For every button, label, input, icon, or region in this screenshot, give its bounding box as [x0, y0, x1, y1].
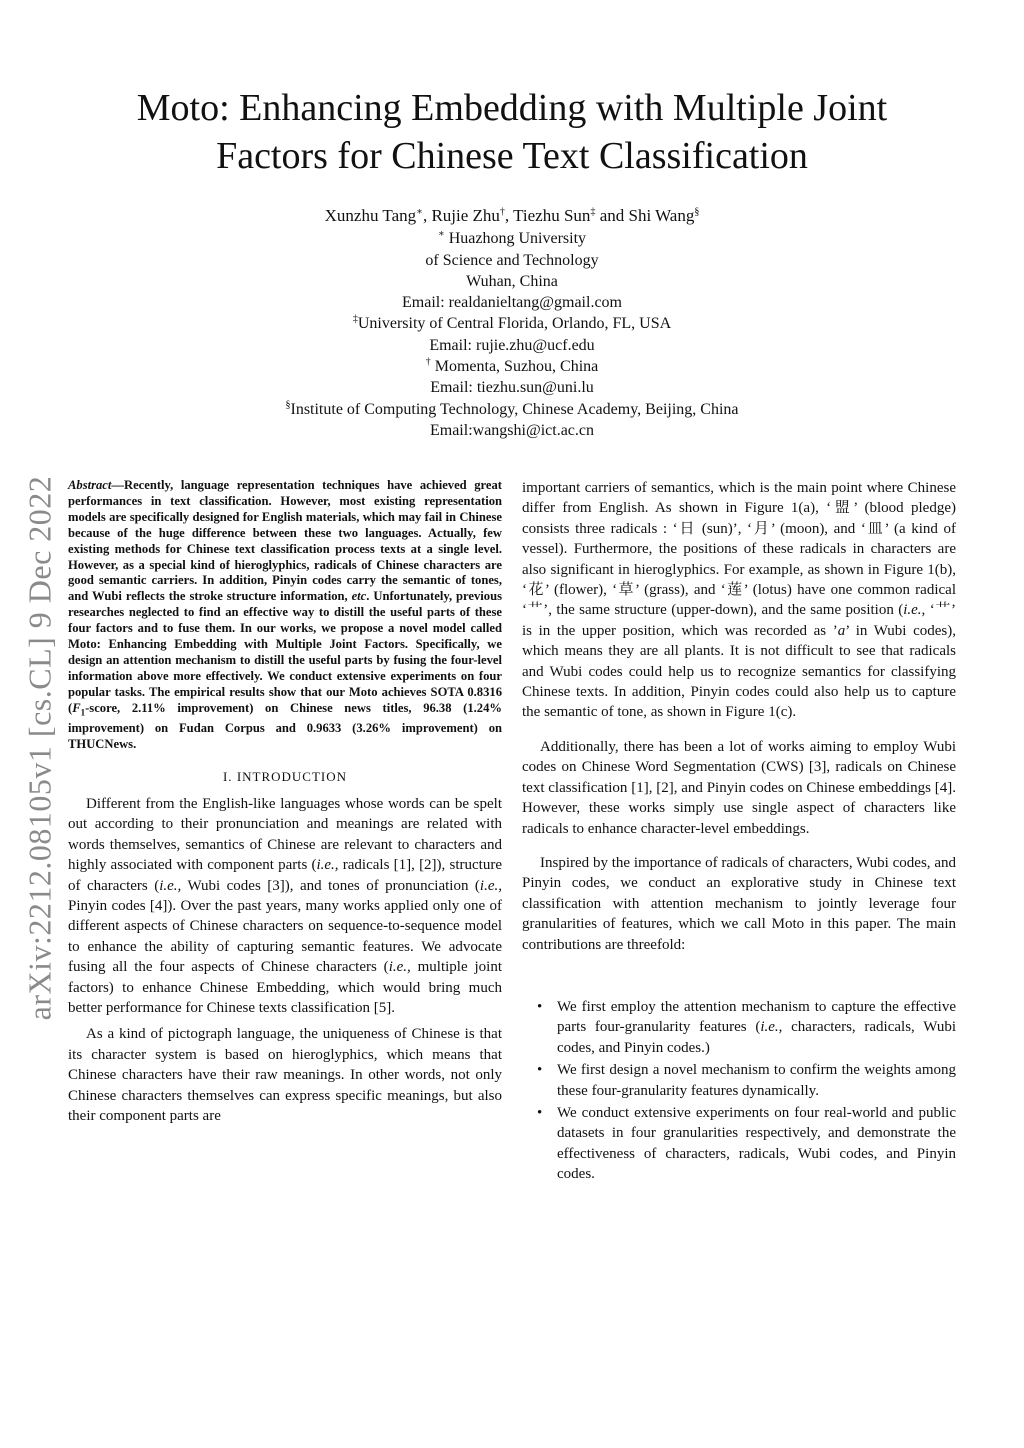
abstract-label: Abstract	[68, 478, 112, 492]
paper-title	[60, 84, 964, 180]
email-line: Email: rujie.zhu@ucf.edu	[429, 336, 595, 354]
affiliation-line: † Momenta, Suzhou, China	[425, 356, 599, 376]
affiliation-mark: ∗	[437, 228, 445, 240]
bullet-icon: •	[537, 1104, 543, 1121]
author-name: Rujie Zhu	[431, 206, 500, 225]
italic-text: a	[837, 622, 846, 639]
italic-text: i.e.,	[903, 602, 926, 619]
list-item	[522, 997, 956, 1058]
author-and: and	[599, 206, 625, 225]
text-run: important carriers of semantics, which is the main point where Chinese differ from English. As shown in Figure 1(a), ‘盟’ (blood pledge) consists three radicals : ‘日 (sun)’, ‘月’ (moon), and ‘皿’ (a kind of vessel). Furthermore, the positions of these radicals in characters are also significant in hieroglyphics. For example, as shown in Figure 1(b), ‘花’ (flower), ‘草’ (grass), and ‘莲’ (lotus) have one common radical ‘艹’, the same structure (upper-down), and the same position (	[522, 480, 956, 619]
email-line: Email:wangshi@ict.ac.cn	[429, 421, 594, 439]
italic-text: i.e.,	[159, 877, 182, 894]
intro-paragraph-4: Additionally, there has been a lot of works aiming to employ Wubi codes on Chinese Word Segmentation (CWS) [3], radicals on Chinese text classification [1], [2], and Pinyin codes on Chinese embeddings [4]. However, these works simply use single aspect of characters like radicals to enhance character-level embeddings.	[522, 738, 956, 837]
email-line: Email: tiezhu.sun@uni.lu	[430, 379, 594, 397]
author-mark: ∗	[416, 206, 423, 218]
affiliation-line: ‡University of Central Florida, Orlando, FL, USA	[352, 314, 672, 333]
arxiv-identifier: arXiv:2212.08105v1 [cs.CL] 9 Dec 2022	[21, 475, 58, 1021]
text-run: Pinyin codes [4]). Over the past years, many works applied only one of different aspects of Chinese characters on sequence-to-sequence model to enhance the ability of capturing semantic features. We advocate fusing all the four aspects of Chinese characters (	[68, 897, 502, 976]
text-run: ’ in Wubi codes), which means they are all plants. It is not difficult to see that radicals and Wubi codes could help us to recognize semantics for classifying Chinese texts. In addition, Pinyin codes could also help us to capture the semantic of tone, as shown in Figure 1(c).	[522, 622, 956, 721]
italic-text: i.e.,	[388, 959, 411, 976]
author-name: Tiezhu Sun	[513, 206, 591, 225]
italic-text: i.e.,	[479, 877, 502, 894]
italic-text: i.e.,	[760, 1019, 783, 1036]
author-names: Xunzhu Tang∗, Rujie Zhu†, Tiezhu Sun‡ and Shi Wang§	[324, 206, 700, 225]
abstract: Abstract—Recently, language representation techniques have achieved great performances in text classification. However, most existing representation models are specifically designed for English materials, which may fail in Chinese because of the huge difference between these two languages. Actually, few existing methods for Chinese text classification process texts at a single level. However, as a special kind of hieroglyphics, radicals of Chinese characters are good semantic carriers. In addition, Pinyin codes carry the semantic of tones, and Wubi reflects the stroke structure information, etc. Unfortunately, previous researches neglected to find an effective way to distill the useful parts of these four factors and to fuse them. In our works, we propose a novel model called Moto: Enhancing Embedding with Multiple Joint Factors. Specifically, we design an attention mechanism to distill the useful parts by fusing the four-level information above more effectively. We conduct extensive experiments on four popular tasks. The empirical results show that our Moto achieves SOTA 0.8316 ($F_1$-score, 2.11% improvement) on Chinese news titles, 96.38 (1.24% improvement) on Fudan Corpus and 0.9633 (3.26% improvement) on THUCNews.	[68, 478, 502, 752]
affiliation-line: §Institute of Computing Technology, Chinese Academy, Beijing, China	[285, 399, 739, 418]
text-run: multiple joint factors) to enhance Chinese Embedding, which would bring much better performance for Chinese texts classification [5].	[68, 959, 503, 1016]
left-column	[68, 478, 502, 1126]
intro-paragraph-3	[522, 478, 956, 723]
intro-paragraph-5: Inspired by the importance of radicals of characters, Wubi codes, and Pinyin codes, we conduct an explorative study in Chinese text classification with attention mechanism to jointly leverage four granularities of features, which we call Moto in this paper. The main contributions are threefold:	[522, 854, 956, 953]
text-run: ‘艹’ is in the upper position, which was recorded as ’	[522, 602, 956, 639]
text-run: We conduct extensive experiments on four real-world and public datasets in four granularities respectively, and demonstrate the effectiveness of characters, radicals, Wubi codes, and Pinyin codes.	[557, 1104, 956, 1183]
right-column	[522, 478, 956, 1187]
affiliation-mark: §	[285, 399, 291, 411]
list-item	[522, 1060, 956, 1101]
title-line-1: Moto: Enhancing Embedding with Multiple Joint	[136, 87, 888, 129]
contributions-list	[522, 997, 956, 1185]
email-line: Email: realdanieltang@gmail.com	[402, 294, 622, 312]
affiliation-line: of Science and Technology	[425, 251, 599, 269]
italic-text: i.e.,	[316, 857, 339, 874]
intro-paragraph-2: As a kind of pictograph language, the uniqueness of Chinese is that its character system is based on hieroglyphics, which means that Chinese characters have their raw meanings. In other words, not only Chinese characters themselves can express specific meanings, but also their component parts are	[68, 1026, 502, 1125]
list-item	[522, 1103, 956, 1185]
text-run: Wubi codes [3]), and tones of pronunciation (	[181, 877, 480, 894]
intro-paragraph-1	[68, 794, 502, 1018]
affiliation-line: Wuhan, China	[466, 272, 558, 290]
affiliation-mark: †	[425, 356, 431, 368]
text-run: Different from the English-like languages whose words can be spelt out according to their pronunciation and meanings are related with words themselves, semantics of Chinese are relevant to characters and highly associated with component parts (	[68, 795, 502, 874]
affiliation-line: ∗ Huazhong University	[437, 228, 587, 248]
text-run: characters, radicals, Wubi codes, and Pinyin codes.)	[557, 1019, 956, 1056]
section-heading: I. INTRODUCTION	[222, 768, 348, 784]
text-run: We first design a novel mechanism to confirm the weights among these four-granularity features dynamically.	[557, 1062, 956, 1099]
author-name: Shi Wang	[628, 206, 695, 225]
title-line-2: Factors for Chinese Text Classification	[216, 135, 808, 177]
author-name: Xunzhu Tang	[324, 206, 417, 225]
author-mark: †	[499, 206, 505, 218]
f1-symbol: F	[72, 700, 81, 715]
author-block	[150, 205, 874, 441]
bullet-icon: •	[537, 1062, 543, 1079]
bullet-icon: •	[537, 998, 543, 1015]
text-run: radicals [1], [2]), structure of characters (	[68, 857, 502, 894]
author-mark: §	[694, 206, 700, 218]
affiliation-mark: ‡	[352, 314, 358, 326]
text-run: We first employ the attention mechanism to capture the effective parts four-granularity features (	[557, 998, 956, 1036]
author-mark: ‡	[590, 206, 596, 218]
